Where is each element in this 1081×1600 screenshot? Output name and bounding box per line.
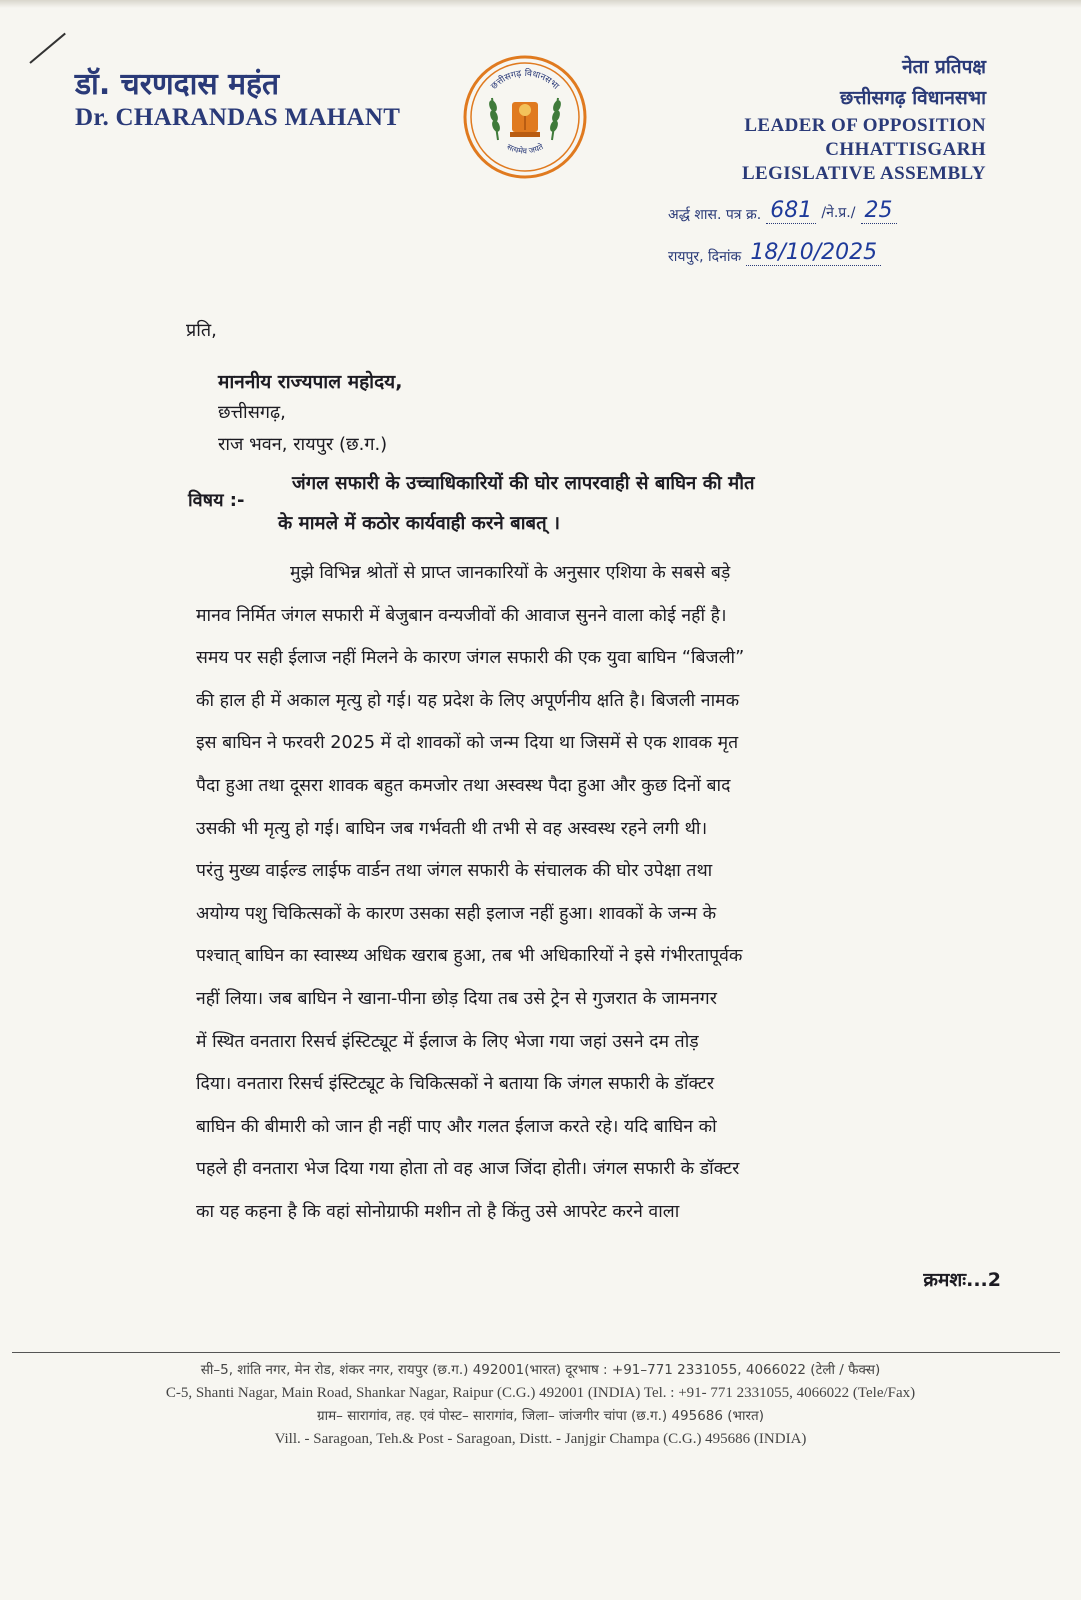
body-line: नहीं लिया। जब बाघिन ने खाना-पीना छोड़ दिया तब उसे ट्रेन से गुजरात के जामनगर — [196, 988, 717, 1009]
emblem-wheat-left — [489, 98, 500, 140]
footer-address-hindi-1: सी–5, शांति नगर, मेन रोड, शंकर नगर, रायपुर (छ.ग.) 492001(भारत) दूरभाष : +91–771 2331055, 4066022 (टेली / फैक्स) — [200, 1362, 881, 1378]
letter-number-label: अर्द्ध शास. पत्र क्र. — [668, 207, 762, 223]
date-line — [668, 240, 998, 282]
body-line: का यह कहना है कि वहां सोनोग्राफी मशीन तो है किंतु उसे आपरेट करने वाला — [196, 1201, 680, 1222]
recipient-line-1: माननीय राज्यपाल महोदय, — [218, 371, 403, 393]
paper-top-edge — [0, 0, 1081, 8]
body-line: पश्चात् बाघिन का स्वास्थ्य अधिक खराब हुआ, तब भी अधिकारियों ने इसे गंभीरतापूर्वक — [196, 946, 743, 967]
emblem-wheat-right — [550, 98, 561, 140]
body-line: उसकी भी मृत्यु हो गई। बाघिन जब गर्भवती थी तभी से वह अस्वस्थ रहने लगी थी। — [196, 818, 708, 839]
footer-address-english-1: C-5, Shanti Nagar, Main Road, Shankar Nagar, Raipur (C.G.) 492001 (INDIA) Tel. : +91- 771 2331055, 4066022 (Tele/Fax) — [165, 1385, 916, 1401]
recipient-line-2: छत्तीसगढ़, — [218, 402, 286, 423]
designation-english-2: CHHATTISGARH — [825, 139, 986, 160]
body-line: पहले ही वनतारा भेज दिया गया होता तो वह आज जिंदा होती। जंगल सफारी के डॉक्टर — [196, 1159, 740, 1180]
sender-name-english: Dr. CHARANDAS MAHANT — [75, 104, 401, 131]
date-value: 18/10/2025 — [746, 240, 881, 266]
subject-label: विषय :- — [188, 490, 245, 511]
body-line: दिया। वनतारा रिसर्च इंस्टिट्यूट के चिकित्सकों ने बताया कि जंगल सफारी के डॉक्टर — [196, 1074, 715, 1095]
letter-year-value: 25 — [861, 198, 897, 224]
body-line: की हाल ही में अकाल मृत्यु हो गई। यह प्रदेश के लिए अपूर्णनीय क्षति है। बिजली नामक — [196, 690, 740, 711]
recipient-prefix: प्रति, — [186, 320, 217, 341]
sender-name-hindi: डॉ. चरणदास महंत — [75, 67, 280, 102]
subject-line-1: जंगल सफारी के उच्चाधिकारियों की घोर लापरवाही से बाघिन की मौत — [292, 473, 755, 494]
recipient-line-3: राज भवन, रायपुर (छ.ग.) — [218, 434, 388, 455]
footer-divider — [12, 1352, 1060, 1353]
body-line: बाघिन की बीमारी को जान ही नहीं पाए और गलत ईलाज करते रहे। यदि बाघिन को — [196, 1116, 717, 1137]
body-line: मानव निर्मित जंगल सफारी में बेजुबान वन्यजीवों की आवाज सुनने वाला कोई नहीं है। — [196, 605, 727, 626]
letter-number-value: 681 — [766, 198, 816, 224]
letter-body-paragraph — [196, 552, 986, 1234]
footer-address-english-2: Vill. - Saragoan, Teh.& Post - Saragoan, Distt. - Janjgir Champa (C.G.) 495686 (INDIA) — [274, 1431, 807, 1447]
footer-address-hindi-2: ग्राम– सारागांव, तह. एवं पोस्ट– सारागांव, जिला– जांजगीर चांपा (छ.ग.) 495686 (भारत) — [316, 1408, 765, 1424]
subject-line-2: के मामले में कठोर कार्यवाही करने बाबत् । — [278, 513, 561, 534]
emblem-top-text: छत्तीसगढ़ विधानसभा — [489, 68, 561, 92]
letterhead-footer — [0, 1358, 1081, 1450]
designation-hindi-1: नेता प्रतिपक्ष — [902, 56, 986, 78]
body-line: समय पर सही ईलाज नहीं मिलने के कारण जंगल सफारी की एक युवा बाघिन “बिजली” — [196, 648, 745, 669]
continued-marker: क्रमशः...2 — [923, 1269, 1001, 1291]
body-line: इस बाघिन ने फरवरी 2025 में दो शावकों को जन्म दिया था जिसमें से एक शावक मृत — [196, 733, 739, 754]
body-line: अयोग्य पशु चिकित्सकों के कारण उसका सही इलाज नहीं हुआ। शावकों के जन्म के — [196, 903, 717, 924]
emblem-capital — [510, 102, 540, 137]
letter-number-line — [668, 198, 998, 240]
emblem-bottom-text: सत्यमेव जयते — [505, 142, 545, 156]
designation-english-3: LEGISLATIVE ASSEMBLY — [741, 163, 986, 184]
pen-stroke-mark — [29, 33, 66, 64]
letter-reference — [668, 198, 998, 282]
body-line: में स्थित वनतारा रिसर्च इंस्टिट्यूट में ईलाज के लिए भेजा गया जहां उसने दम तोड़ — [196, 1031, 699, 1052]
date-label: रायपुर, दिनांक — [668, 249, 742, 265]
body-line: परंतु मुख्य वाईल्ड लाईफ वार्डन तथा जंगल सफारी के संचालक की घोर उपेक्षा तथा — [196, 861, 713, 882]
designation-hindi-2: छत्तीसगढ़ विधानसभा — [840, 87, 986, 109]
letter-suffix-label: /ने.प्र./ — [821, 205, 856, 221]
body-line: मुझे विभिन्न श्रोतों से प्राप्त जानकारियों के अनुसार एशिया के सबसे बड़े — [290, 563, 731, 583]
body-line: पैदा हुआ तथा दूसरा शावक बहुत कमजोर तथा अस्वस्थ पैदा हुआ और कुछ दिनों बाद — [196, 775, 731, 796]
designation-english-1: LEADER OF OPPOSITION — [744, 115, 986, 136]
assembly-emblem-icon — [462, 54, 588, 180]
sender-designation — [742, 52, 986, 186]
